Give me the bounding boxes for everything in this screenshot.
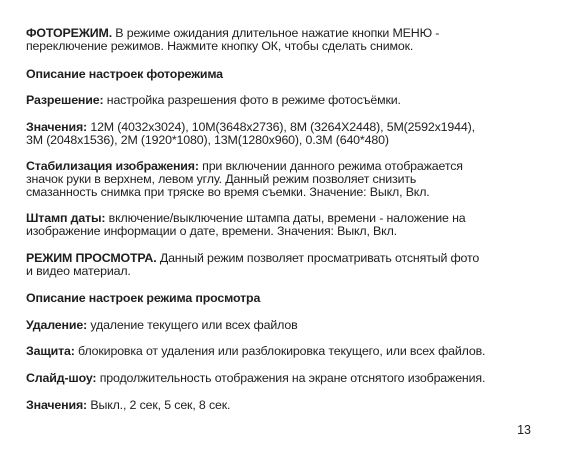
- stabilization-line-1: при включении данного режима отображается: [198, 159, 463, 173]
- photo-settings-heading-paragraph: [26, 68, 223, 81]
- playback-mode-line-2: и видео материал.: [26, 264, 131, 278]
- stabilization-line-2: значок руки в верхнем, левом углу. Данный режим позволяет снизить: [26, 172, 417, 186]
- protect-paragraph: [26, 345, 485, 358]
- stabilization-line-3: смазанность снимка при тряске во время съемки. Значение: Выкл, Вкл.: [26, 185, 430, 199]
- slideshow-values-label: Значения:: [26, 398, 88, 412]
- resolution-values-label: Значения:: [26, 120, 88, 134]
- resolution-values-line-2: 3M (2048x1536), 2M (1920*1080), 13M(1280x960), 0.3M (640*480): [26, 133, 389, 147]
- delete-label: Удаление:: [26, 318, 88, 332]
- photo-mode-text-line-2: переключение режимов. Нажмите кнопку ОК, чтобы сделать снимок.: [26, 39, 414, 53]
- photo-mode-text-line-1: В режиме ожидания длительное нажатие кнопки МЕНЮ -: [112, 26, 440, 40]
- resolution-text: настройка разрешения фото в режиме фотосъёмки.: [103, 93, 401, 107]
- resolution-label: Разрешение:: [26, 93, 104, 107]
- photo-settings-heading: Описание настроек фоторежима: [26, 67, 223, 81]
- delete-paragraph: [26, 319, 298, 332]
- protect-text: блокировка от удаления или разблокировка текущего, или всех файлов.: [74, 344, 486, 358]
- playback-mode-paragraph: [26, 252, 479, 278]
- page-number: 13: [517, 423, 531, 437]
- stabilization-paragraph: [26, 160, 463, 199]
- slideshow-values-text: Выкл., 2 сек, 5 сек, 8 сек.: [87, 398, 231, 412]
- slideshow-values-paragraph: [26, 399, 230, 412]
- playback-settings-heading-paragraph: [26, 292, 260, 305]
- playback-mode-heading: РЕЖИМ ПРОСМОТРА.: [26, 251, 157, 265]
- resolution-values-line-1: 12M (4032x3024), 10M(3648x2736), 8M (3264X2448), 5M(2592x1944),: [87, 120, 475, 134]
- resolution-values-paragraph: [26, 121, 475, 147]
- photo-mode-paragraph: [26, 27, 439, 53]
- playback-settings-heading: Описание настроек режима просмотра: [26, 291, 261, 305]
- delete-text: удаление текущего или всех файлов: [87, 318, 298, 332]
- resolution-paragraph: [26, 94, 401, 107]
- slideshow-text: продолжительность отображения на экране отснятого изображения.: [96, 371, 486, 385]
- date-stamp-label: Штамп даты:: [26, 211, 106, 225]
- slideshow-paragraph: [26, 372, 485, 385]
- date-stamp-line-1: включение/выключение штампа даты, времени - наложение на: [105, 211, 466, 225]
- slideshow-label: Слайд-шоу:: [26, 371, 97, 385]
- protect-label: Защита:: [26, 344, 75, 358]
- date-stamp-paragraph: [26, 212, 466, 238]
- stabilization-label: Стабилизация изображения:: [26, 159, 199, 173]
- date-stamp-line-2: изображение информации о дате, времени. Значения: Выкл, Вкл.: [26, 224, 397, 238]
- playback-mode-line-1: Данный режим позволяет просматривать отснятый фото: [156, 251, 480, 265]
- photo-mode-heading: ФОТОРЕЖИМ.: [26, 26, 113, 40]
